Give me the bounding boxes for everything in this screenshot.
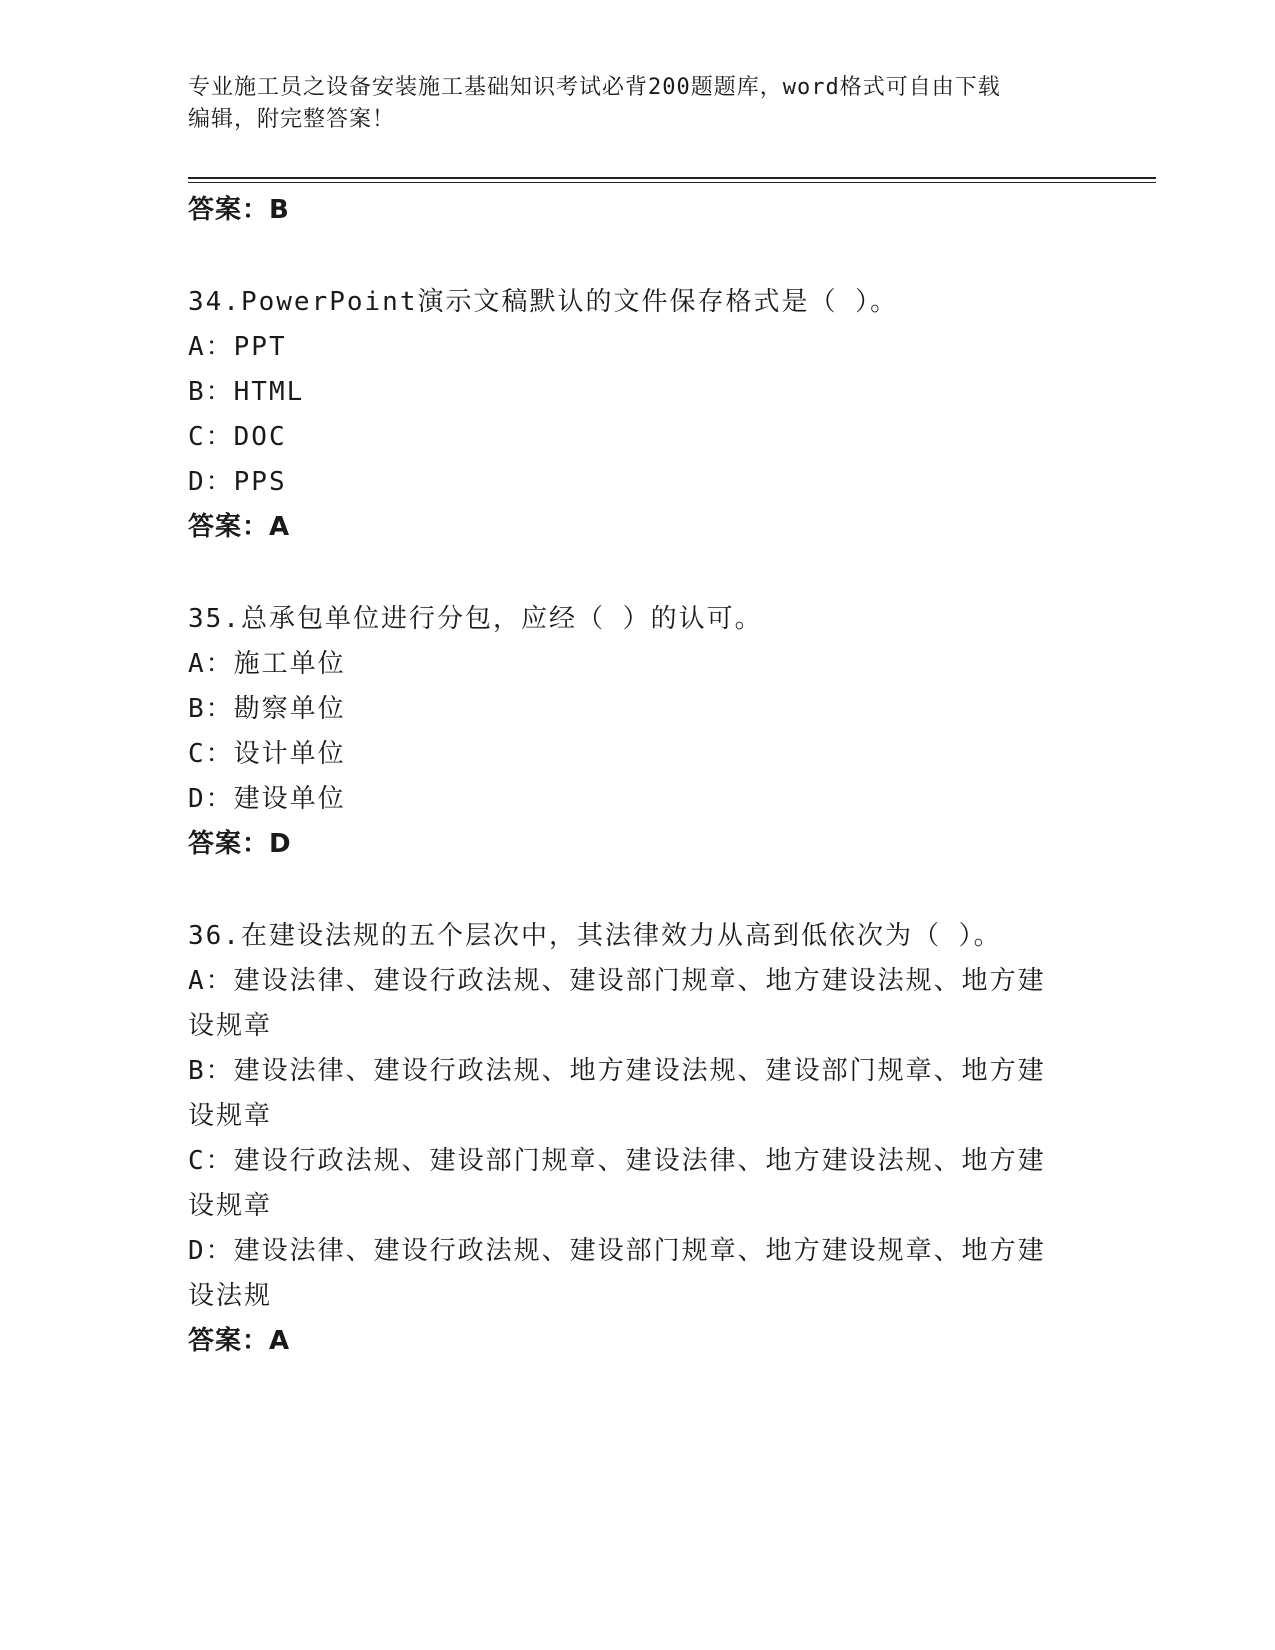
option-a: A：建设法律、建设行政法规、建设部门规章、地方建设法规、地方建设规章 <box>188 966 1046 1041</box>
option-a: A：施工单位 <box>188 649 346 679</box>
answer: 答案：A <box>188 512 291 542</box>
question-list <box>188 188 1088 1364</box>
option-b: B：HTML <box>188 377 305 407</box>
option-c: C：设计单位 <box>188 739 346 769</box>
header-rule-thin <box>188 182 1156 183</box>
option-d: D：建设单位 <box>188 784 346 814</box>
question-stem: 35.总承包单位进行分包，应经（ ）的认可。 <box>188 604 763 634</box>
option-b: B：建设法律、建设行政法规、地方建设法规、建设部门规章、地方建设规章 <box>188 1056 1046 1131</box>
option-a: A：PPT <box>188 332 287 362</box>
question-34 <box>188 280 1088 550</box>
header-line-2: 编辑，附完整答案！ <box>188 107 396 132</box>
option-c: C：DOC <box>188 422 287 452</box>
document-header <box>188 72 1068 136</box>
question-stem: 36.在建设法规的五个层次中，其法律效力从高到低依次为（ ）。 <box>188 921 1002 951</box>
question-35 <box>188 597 1088 867</box>
header-rule-thick <box>188 177 1156 179</box>
option-d: D：PPS <box>188 467 287 497</box>
question-stem: 34.PowerPoint演示文稿默认的文件保存格式是（ ）。 <box>188 287 899 317</box>
option-c: C：建设行政法规、建设部门规章、建设法律、地方建设法规、地方建设规章 <box>188 1146 1046 1221</box>
previous-answer: 答案：B <box>188 195 290 225</box>
option-b: B：勘察单位 <box>188 694 346 724</box>
answer: 答案：A <box>188 1326 291 1356</box>
question-36 <box>188 914 1088 1364</box>
answer: 答案：D <box>188 829 292 859</box>
option-d: D：建设法律、建设行政法规、建设部门规章、地方建设规章、地方建设法规 <box>188 1236 1046 1311</box>
header-line-1: 专业施工员之设备安装施工基础知识考试必背200题题库，word格式可自由下载 <box>188 75 1001 100</box>
